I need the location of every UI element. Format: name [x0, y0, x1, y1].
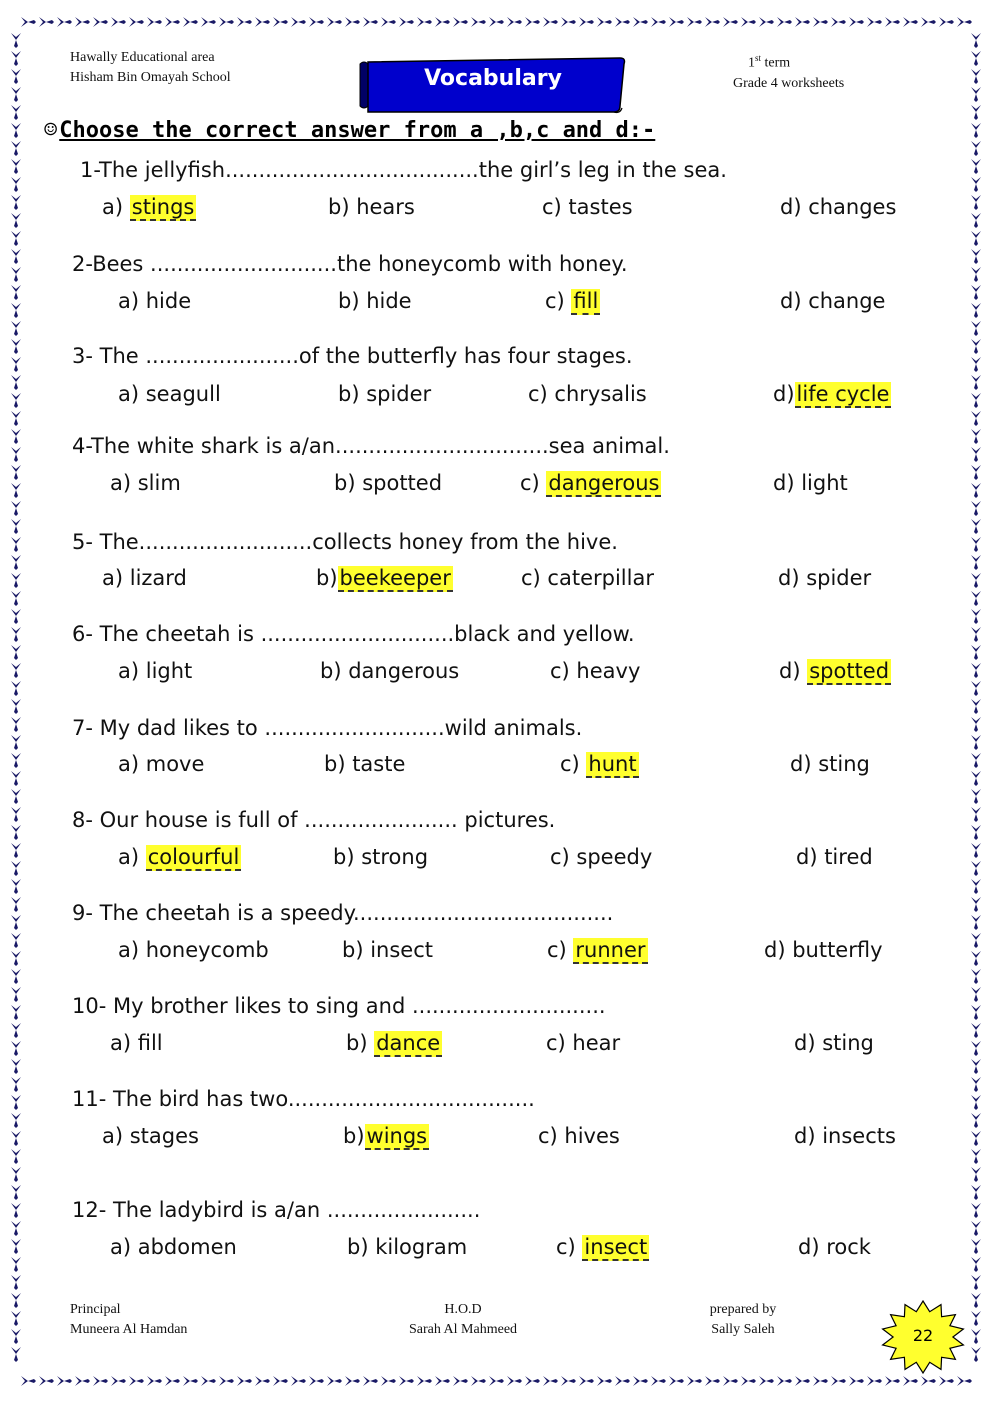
hod-title: H.O.D [444, 1302, 482, 1317]
option-10b: b) dance [346, 1031, 441, 1055]
answer-highlight: spotted [809, 659, 890, 683]
option-10a: a) fill [110, 1031, 163, 1055]
option-2d: d) change [780, 289, 886, 313]
option-3c: c) chrysalis [528, 382, 647, 406]
option-4a: a) slim [110, 471, 181, 495]
option-12a: a) abdomen [110, 1235, 237, 1259]
option-1d: d) changes [780, 195, 897, 219]
answer-highlight: insect [584, 1235, 648, 1259]
option-11a: a) stages [102, 1124, 199, 1148]
hod-name: Sarah Al Mahmeed [408, 1322, 518, 1337]
option-7b: b) taste [324, 752, 406, 776]
answer-highlight: colourful [147, 845, 240, 869]
option-4c: c) dangerous [520, 471, 660, 495]
instruction-line [44, 118, 655, 143]
option-5a: a) lizard [102, 566, 187, 590]
option-1c: c) tastes [542, 195, 633, 219]
page-number: 22 [912, 1326, 934, 1345]
footer-hod [398, 1300, 528, 1340]
option-8a: a) colourful [118, 845, 240, 869]
option-8b: b) strong [333, 845, 429, 869]
answer-highlight: wings [366, 1124, 428, 1148]
principal-title: Principal [70, 1302, 121, 1317]
question-6: 6- The cheetah is .............................black and yellow. [72, 622, 635, 646]
answer-highlight: dangerous [548, 471, 660, 495]
question-12: 12- The ladybird is a/an ....................... [72, 1198, 481, 1222]
option-4d: d) light [773, 471, 848, 495]
question-8: 8- Our house is full of ....................... pictures. [72, 808, 556, 832]
question-2: 2-Bees ............................the honeycomb with honey. [72, 252, 628, 276]
answer-highlight: hunt [588, 752, 637, 776]
option-12c: c) insect [556, 1235, 648, 1259]
smiley-icon: ☺ [44, 118, 58, 143]
option-5b: b)beekeeper [316, 566, 451, 590]
option-9a: a) honeycomb [118, 938, 269, 962]
option-12b: b) kilogram [347, 1235, 468, 1259]
header-right [733, 48, 844, 94]
option-9c: c) runner [547, 938, 646, 962]
option-11b: b)wings [343, 1124, 428, 1148]
school-name: Hisham Bin Omayah School [70, 70, 231, 85]
term-label: 1st term [748, 53, 791, 71]
option-6d: d) spotted [779, 659, 890, 683]
option-9d: d) butterfly [764, 938, 883, 962]
option-6b: b) dangerous [320, 659, 460, 683]
option-2c: c) fill [545, 289, 599, 313]
option-1a: a) stings [102, 195, 195, 219]
option-8d: d) tired [796, 845, 873, 869]
option-7d: d) sting [790, 752, 870, 776]
question-7: 7- My dad likes to ...........................wild animals. [72, 716, 583, 740]
option-6a: a) light [118, 659, 193, 683]
answer-highlight: life cycle [796, 382, 890, 406]
option-3a: a) seagull [118, 382, 221, 406]
educational-area: Hawally Educational area [70, 50, 215, 65]
question-5: 5- The..........................collects honey from the hive. [72, 530, 618, 554]
answer-highlight: fill [573, 289, 599, 313]
answer-highlight: stings [131, 195, 195, 219]
option-3d: d)life cycle [773, 382, 890, 406]
option-5c: c) caterpillar [521, 566, 654, 590]
option-5d: d) spider [778, 566, 872, 590]
question-1: 1-The jellyfish......................................the girl’s leg in the sea. [80, 158, 727, 182]
option-8c: c) speedy [550, 845, 653, 869]
prepared-name: Sally Saleh [711, 1322, 775, 1337]
question-11: 11- The bird has two..................................... [72, 1087, 535, 1111]
option-10d: d) sting [794, 1031, 874, 1055]
option-1b: b) hears [328, 195, 415, 219]
answer-highlight: beekeeper [339, 566, 451, 590]
option-10c: c) hear [546, 1031, 621, 1055]
question-3: 3- The .......................of the butterfly has four stages. [72, 344, 633, 368]
instruction-text: Choose the correct answer from a ,b,c and d:- [59, 118, 656, 143]
option-12d: d) rock [798, 1235, 871, 1259]
option-9b: b) insect [342, 938, 433, 962]
option-6c: c) heavy [550, 659, 641, 683]
grade-label: Grade 4 worksheets [733, 75, 845, 91]
option-4b: b) spotted [334, 471, 443, 495]
question-4: 4-The white shark is a/an................................sea animal. [72, 434, 670, 458]
option-7c: c) hunt [560, 752, 637, 776]
prepared-title: prepared by [709, 1302, 777, 1317]
header-left [70, 48, 231, 88]
answer-highlight: runner [575, 938, 646, 962]
option-3b: b) spider [338, 382, 432, 406]
option-7a: a) move [118, 752, 205, 776]
option-2b: b) hide [338, 289, 412, 313]
answer-highlight: dance [376, 1031, 441, 1055]
question-10: 10- My brother likes to sing and ............................. [72, 994, 606, 1018]
option-11c: c) hives [538, 1124, 620, 1148]
footer-principal [70, 1300, 187, 1340]
principal-name: Muneera Al Hamdan [70, 1322, 188, 1337]
banner-title: Vocabulary [424, 66, 562, 91]
option-2a: a) hide [118, 289, 192, 313]
footer-prepared [700, 1300, 786, 1340]
option-11d: d) insects [794, 1124, 896, 1148]
question-9: 9- The cheetah is a speedy....................................... [72, 901, 614, 925]
